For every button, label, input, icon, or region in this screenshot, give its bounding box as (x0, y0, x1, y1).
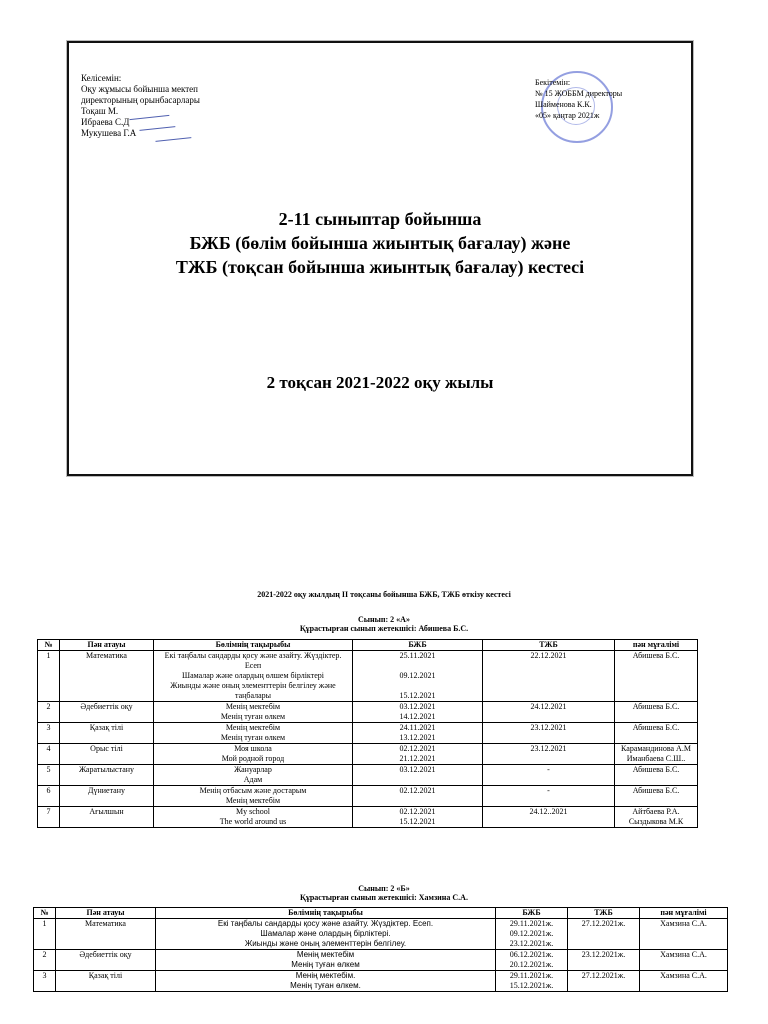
subject-teacher: Хамзина С.А. (640, 971, 728, 992)
row-number: 3 (34, 971, 56, 992)
section-topic: Менің отбасым және достарым Менің мектебім (154, 786, 353, 807)
class-a-header (0, 615, 768, 633)
subject-name: Әдебиеттік оқу (60, 702, 154, 723)
bzhb-date: 29.11.2021ж. 09.12.2021ж. 23.12.2021ж. (496, 919, 568, 950)
col-header: ТЖБ (568, 908, 640, 919)
col-header: Пән атауы (56, 908, 156, 919)
col-header: ТЖБ (483, 640, 615, 651)
row-number: 6 (38, 786, 60, 807)
approval-line: Шайменова К.К. (535, 100, 592, 109)
approval-line: Оқу жұмысы бойынша мектеп (81, 84, 198, 94)
row-number: 2 (34, 950, 56, 971)
section-topic: Жануарлар Адам (154, 765, 353, 786)
bzhb-date: 02.12.2021 (353, 786, 483, 807)
approval-line: № 15 ЖОББМ директоры (535, 89, 623, 98)
approval-line: Келісемін: (81, 73, 122, 83)
subject-teacher: Хамзина С.А. (640, 950, 728, 971)
subject-name: Математика (60, 651, 154, 702)
class-b-header (0, 884, 768, 902)
col-header: Бөлімнің тақырыбы (154, 640, 353, 651)
class-teacher-label: Құрастырған сынып жетекшісі: Хамзина С.А. (300, 893, 468, 902)
subject-name: Ағылшын (60, 807, 154, 828)
subject-teacher: Абишева Б.С. (615, 702, 698, 723)
table-row (38, 744, 698, 765)
subject-name: Дүниетану (60, 786, 154, 807)
subject-teacher: Абишева Б.С. (615, 786, 698, 807)
class-label: Сынып: 2 «Б» (358, 884, 410, 893)
cover-title-line: БЖБ (бөлім бойынша жиынтық бағалау) және (189, 233, 571, 253)
table-row (34, 919, 728, 950)
cover-title-line: 2-11 сыныптар бойынша (278, 209, 482, 229)
cover-subtitle: 2 тоқсан 2021-2022 оқу жылы (266, 373, 494, 392)
bzhb-date: 03.12.2021 (353, 765, 483, 786)
bzhb-date: 24.11.2021 13.12.2021 (353, 723, 483, 744)
bzhb-date: 02.12.2021 15.12.2021 (353, 807, 483, 828)
approval-line: директорының орынбасарлары (81, 95, 200, 105)
approval-line: Тоқаш М. (81, 106, 119, 116)
section-topic: Менің мектебім Менің туған өлкем (154, 702, 353, 723)
section-topic: My school The world around us (154, 807, 353, 828)
tzhb-date: 23.12.2021 (483, 723, 615, 744)
table-header-row (38, 640, 698, 651)
row-number: 5 (38, 765, 60, 786)
subject-teacher: Абишева Б.С. (615, 651, 698, 702)
subject-name: Орыс тілі (60, 744, 154, 765)
subject-name: Қазақ тілі (56, 971, 156, 992)
col-header: № (38, 640, 60, 651)
approval-line: Бекітемін: (535, 78, 571, 87)
class-label: Сынып: 2 «А» (358, 615, 410, 624)
section-topic: Моя школа Мой родной город (154, 744, 353, 765)
subject-teacher: Айтбаева Р.А. Сыздыкова М.К (615, 807, 698, 828)
tzhb-date: 24.12.2021 (483, 702, 615, 723)
schedule-table-2a (37, 639, 698, 828)
col-header: Бөлімнің тақырыбы (156, 908, 496, 919)
table-row (38, 723, 698, 744)
tzhb-date: - (483, 765, 615, 786)
tzhb-date: 23.12.2021 (483, 744, 615, 765)
table-row (38, 702, 698, 723)
class-teacher-label: Құрастырған сынып жетекшісі: Абишева Б.С. (299, 624, 469, 633)
section-topic: Менің мектебім Менің туған өлкем (154, 723, 353, 744)
schedule-title: 2021-2022 оқу жылдың II тоқсаны бойынша БЖБ, ТЖБ өткізу кестесі (257, 590, 511, 599)
cover-title-line: ТЖБ (тоқсан бойынша жиынтық бағалау) кестесі (175, 257, 585, 277)
subject-teacher: Хамзина С.А. (640, 919, 728, 950)
subject-teacher: Абишева Б.С. (615, 765, 698, 786)
approval-line: «05» қаңтар 2021ж (535, 111, 600, 120)
subject-teacher: Карамандинова А.М Иманбаева С.Ш.. (615, 744, 698, 765)
table-row (38, 786, 698, 807)
col-header: пән мұғалімі (615, 640, 698, 651)
schedule-table-2b (33, 907, 728, 992)
section-topic: Екі таңбалы сандарды қосу және азайту. Жүздіктер. Есеп Шамалар және олардың өлшем бірліктері Жиынды және оның элементтерін белгілеу және таңбалары (154, 651, 353, 702)
bzhb-date: 25.11.2021 09.12.2021 15.12.2021 (353, 651, 483, 702)
subject-name: Математика (56, 919, 156, 950)
tzhb-date: - (483, 786, 615, 807)
table-row (38, 651, 698, 702)
subject-teacher: Абишева Б.С. (615, 723, 698, 744)
row-number: 4 (38, 744, 60, 765)
row-number: 1 (34, 919, 56, 950)
subject-name: Жаратылыстану (60, 765, 154, 786)
approval-line: Ибраева С.Д (81, 117, 130, 127)
row-number: 7 (38, 807, 60, 828)
row-number: 3 (38, 723, 60, 744)
subject-name: Қазақ тілі (60, 723, 154, 744)
tzhb-date: 24.12..2021 (483, 807, 615, 828)
approval-block-right (535, 77, 622, 121)
section-topic: Менің мектебім Менің туған өлкем (156, 950, 496, 971)
col-header: БЖБ (353, 640, 483, 651)
bzhb-date: 03.12.2021 14.12.2021 (353, 702, 483, 723)
section-topic: Менің мектебім. Менің туған өлкем. (156, 971, 496, 992)
approval-line: Мукушева Г.А (81, 128, 137, 138)
row-number: 2 (38, 702, 60, 723)
table-row (34, 950, 728, 971)
bzhb-date: 06.12.2021ж. 20.12.2021ж. (496, 950, 568, 971)
subject-name: Әдебиеттік оқу (56, 950, 156, 971)
bzhb-date: 02.12.2021 21.12.2021 (353, 744, 483, 765)
col-header: № (34, 908, 56, 919)
table-row (38, 765, 698, 786)
table-row (38, 807, 698, 828)
tzhb-date: 23.12.2021ж. (568, 950, 640, 971)
title-page-scan (67, 41, 693, 476)
tzhb-date: 27.12.2021ж. (568, 971, 640, 992)
section-topic: Екі таңбалы сандарды қосу және азайту. Жүздіктер. Есеп. Шамалар және олардың бірліктері. Жиынды және оның элементтерін белгілеу. (156, 919, 496, 950)
tzhb-date: 27.12.2021ж. (568, 919, 640, 950)
col-header: Пән атауы (60, 640, 154, 651)
table-row (34, 971, 728, 992)
cover-title (69, 207, 691, 279)
col-header: пән мұғалімі (640, 908, 728, 919)
bzhb-date: 29.11.2021ж. 15.12.2021ж. (496, 971, 568, 992)
tzhb-date: 22.12.2021 (483, 651, 615, 702)
col-header: БЖБ (496, 908, 568, 919)
table-header-row (34, 908, 728, 919)
row-number: 1 (38, 651, 60, 702)
